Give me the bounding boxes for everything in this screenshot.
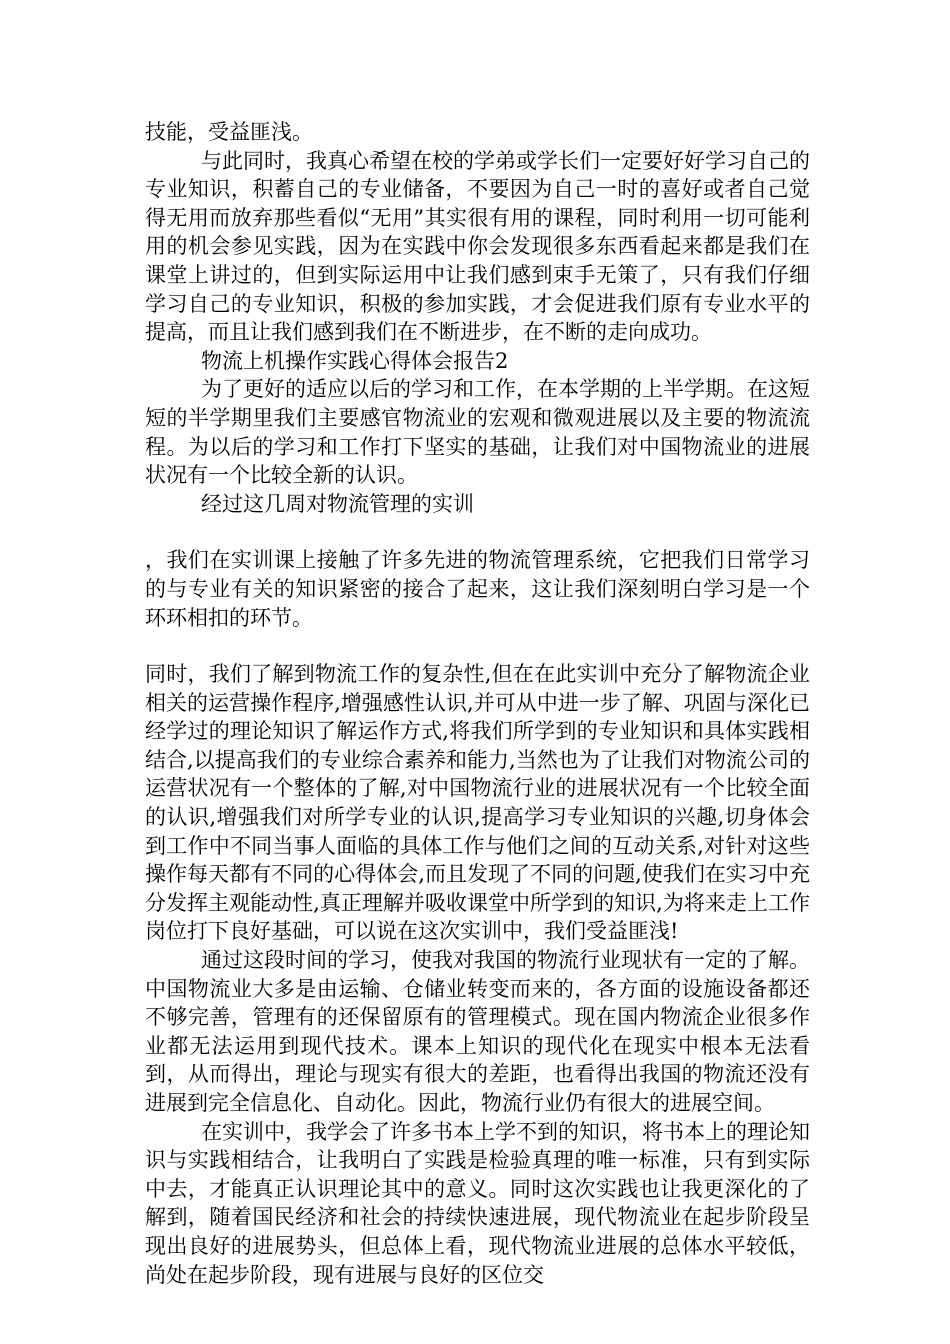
- paragraph-continuation: 技能，受益匪浅。: [145, 120, 313, 144]
- paragraph-industry-status: 通过这段时间的学习，使我对我国的物流行业现状有一定的了解。中国物流业大多是由运输、仓储业转变而来的，各方面的设施设备都还不够完善，管理有的还保留原有的管理模式。现在国内物流企业很多作业都无法运用到现代技术。课本上知识的现代化在现实中根本无法看到，从而得出，理论与现实有很大的差距，也看得出我国的物流还没有进展到完全信息化、自动化。因此，物流行业仍有很大的进展空间。: [145, 948, 810, 1115]
- report-title: 物流上机操作实践心得体会报告2: [201, 348, 509, 373]
- paragraph-advice: 与此同时，我真心希望在校的学弟或学长们一定要好好学习自己的专业知识，积蓄自己的专业储备，不要因为自己一时的喜好或者自己觉得无用而放弃那些看似“无用”其实很有用的课程，同时利用一切可能利用的机会参见实践，因为在实践中你会发现很多东西看起来都是我们在课堂上讲过的，但到实际运用中让我们感到束手无策了，只有我们仔细学习自己的专业知识，积极的参加实践，才会促进我们原有专业水平的提高，而且让我们感到我们在不断进步，在不断的走向成功。: [145, 148, 810, 345]
- paragraph-complexity: 同时，我们了解到物流工作的复杂性,但在在此实训中充分了解物流企业相关的运营操作程序,增强感性认识,并可从中进一步了解、巩固与深化已经学过的理论知识了解运作方式,将我们所学到的专业知识和具体实践相结合,以提高我们的专业综合素养和能力,当然也为了让我们对物流公司的运营状况有一个整体的了解,对中国物流行业的进展状况有一个比较全面的认识,增强我们对所学专业的认识,提高学习专业知识的兴趣,切身体会到工作中不同当事人面临的具体工作与他们之间的互动关系,对针对这些操作每天都有不同的心得体会,而且发现了不同的问题,使我们在实习中充分发挥主观能动性,真正理解并吸收课堂中所学到的知识,为将来走上工作岗位打下良好基础，可以说在这次实训中，我们受益匪浅!: [145, 662, 810, 944]
- document-body: [145, 118, 810, 1289]
- paragraph-intro: 为了更好的适应以后的学习和工作，在本学期的上半学期。在这短短的半学期里我们主要感官物流业的宏观和微观进展以及主要的物流流程。为以后的学习和工作打下坚实的基础，让我们对中国物流业的进展状况有一个比较全新的认识。: [145, 377, 810, 488]
- paragraph-training-systems: ，我们在实训课上接触了许多先进的物流管理系统，它把我们日常学习的与专业有关的知识紧密的接合了起来，这让我们深刻明白学习是一个环环相扣的环节。: [145, 548, 810, 630]
- paragraph-practice: 在实训中，我学会了许多书本上学不到的知识，将书本上的理论知识与实践相结合，让我明白了实践是检验真理的唯一标准，只有到实际中去，才能真正认识理论其中的意义。同时这次实践也让我更深化的了解到，随着国民经济和社会的持续快速进展，现代物流业在起步阶段呈现出良好的进展势头，但总体上看，现代物流业进展的总体水平较低，尚处在起步阶段，现有进展与良好的区位交: [145, 1119, 810, 1287]
- paragraph-training-lead: 经过这几周对物流管理的实训: [201, 491, 474, 516]
